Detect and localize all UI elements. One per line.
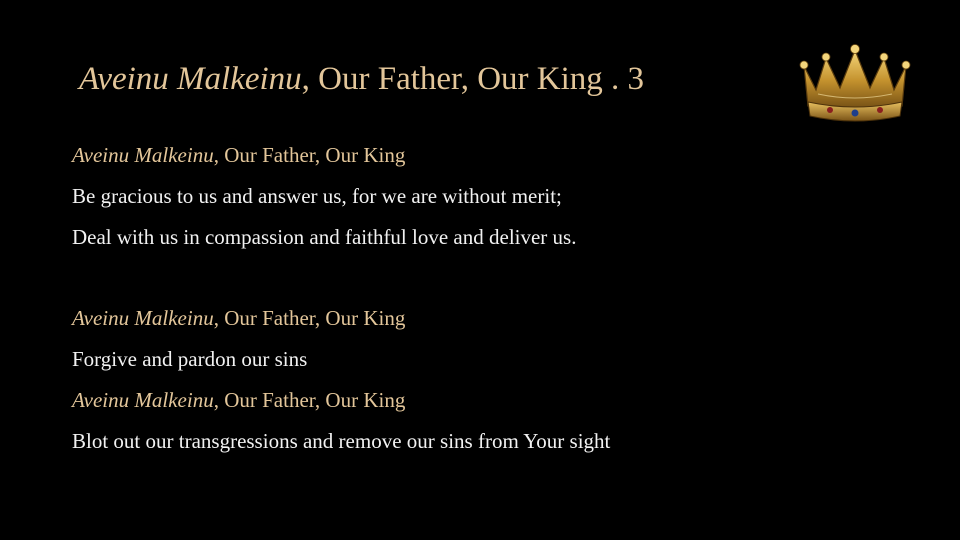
verse-line: Deal with us in compassion and faithful love and deliver us. — [72, 225, 577, 249]
crown-icon — [796, 44, 914, 124]
refrain-rest: , Our Father, Our King — [213, 388, 406, 412]
slide-title — [79, 56, 644, 102]
refrain-rest: , Our Father, Our King — [213, 306, 406, 330]
refrain-italic: Aveinu Malkeinu — [72, 388, 214, 412]
title-italic: Aveinu Malkeinu — [79, 61, 302, 97]
verse-line: Forgive and pardon our sins — [72, 347, 308, 371]
refrain-italic: Aveinu Malkeinu — [72, 306, 214, 330]
refrain-rest: , Our Father, Our King — [213, 143, 406, 167]
title-rest: , Our Father, Our King . 3 — [301, 61, 645, 97]
slide-body — [72, 138, 772, 465]
refrain-italic: Aveinu Malkeinu — [72, 143, 214, 167]
refrain-line — [72, 383, 772, 424]
refrain-line — [72, 301, 772, 342]
verse-line: Blot out our transgressions and remove our sins from Your sight — [72, 429, 611, 453]
refrain-line — [72, 138, 772, 179]
verse-line: Be gracious to us and answer us, for we are without merit; — [72, 184, 562, 208]
